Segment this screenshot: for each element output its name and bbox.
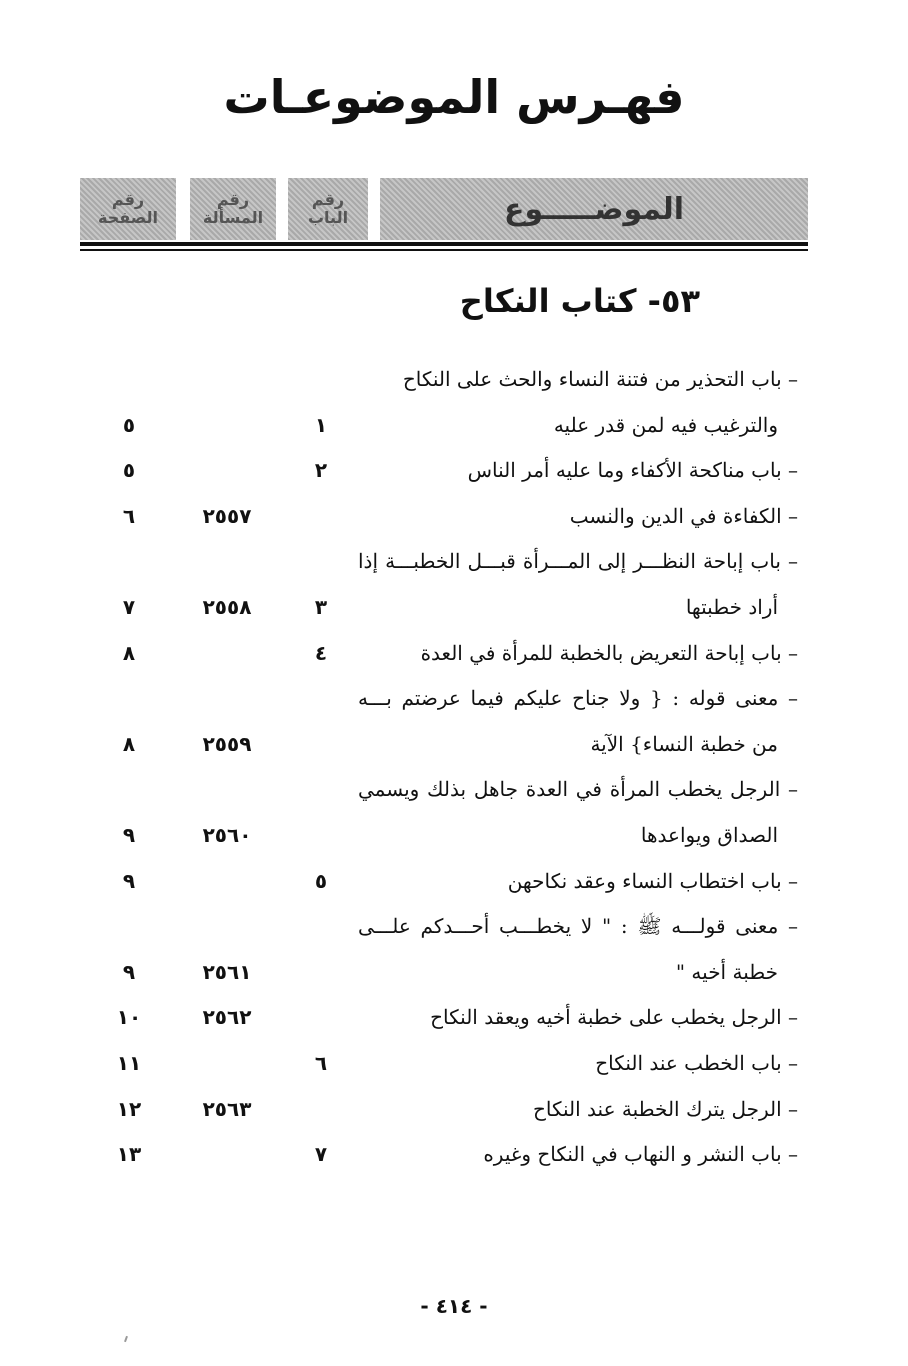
page-ref: ١٢ <box>116 1097 142 1121</box>
table-row <box>0 449 908 491</box>
masala-number: ٢٥٦٢ <box>202 1005 252 1029</box>
topic-text: – باب إباحة النظـــر إلى المـــرأة قبـــل الخطبـــة إذا <box>358 549 798 573</box>
page-ref: ١٠ <box>116 1005 142 1029</box>
topic-text: والترغيب فيه لمن قدر عليه <box>553 413 778 437</box>
topic-text: – الكفاءة في الدين والنسب <box>569 504 798 528</box>
page-ref: ٨ <box>122 641 136 665</box>
table-row <box>0 951 908 993</box>
page-title: فهـرس الموضوعـات <box>223 70 685 124</box>
table-row <box>0 768 908 810</box>
table-row <box>0 996 908 1038</box>
topic-text: – معنى قوله : { ولا جناح عليكم فيما عرضتم بـــه <box>358 686 798 710</box>
topic-text: الصداق ويواعدها <box>640 823 778 847</box>
header-rule <box>80 242 808 246</box>
table-row <box>0 632 908 674</box>
topic-text: خطبة أخيه " <box>675 960 778 984</box>
topic-text: – باب التحذير من فتنة النساء والحث على النكاح <box>402 367 798 391</box>
table-row <box>0 905 908 947</box>
table-row <box>0 723 908 765</box>
masala-number: ٢٥٦٠ <box>202 823 252 847</box>
table-row <box>0 495 908 537</box>
header-page-label-1: رقم <box>111 190 145 209</box>
page-ref: ٩ <box>122 823 136 847</box>
section-title: ٥٣- كتاب النكاح <box>459 282 700 320</box>
page-ref: ٩ <box>122 960 136 984</box>
masala-number: ٢٥٥٨ <box>202 595 252 619</box>
scan-speck <box>124 1336 128 1342</box>
header-page-label-2: الصفحة <box>98 208 159 227</box>
page-ref: ٨ <box>122 732 136 756</box>
page-ref: ٧ <box>122 595 136 619</box>
topic-text: – الرجل يخطب المرأة في العدة جاهل بذلك ويسمي <box>358 777 798 801</box>
page-ref: ٦ <box>122 504 136 528</box>
topic-text: – باب اختطاب النساء وعقد نكاحهن <box>507 869 798 893</box>
page-ref: ١١ <box>116 1051 142 1075</box>
page-ref: ٥ <box>122 413 136 437</box>
table-header <box>80 178 808 244</box>
header-masala-label-2: المسألة <box>202 208 264 227</box>
topic-text: من خطبة النساء} الآية <box>590 732 778 756</box>
header-topic: الموضـــــوع <box>380 178 808 240</box>
table-row <box>0 358 908 400</box>
table-row <box>0 540 908 582</box>
topic-text: أراد خطبتها <box>685 595 778 619</box>
topic-text: – الرجل يخطب على خطبة أخيه ويعقد النكاح <box>430 1005 798 1029</box>
bab-number: ١ <box>314 413 328 437</box>
table-row <box>0 586 908 628</box>
bab-number: ٧ <box>314 1142 328 1166</box>
masala-number: ٢٥٦١ <box>202 960 252 984</box>
table-row <box>0 1088 908 1130</box>
table-row <box>0 404 908 446</box>
bab-number: ٤ <box>314 641 328 665</box>
masala-number: ٢٥٥٧ <box>202 504 252 528</box>
header-masala-number <box>190 178 276 240</box>
bab-number: ٢ <box>314 458 328 482</box>
header-masala-label-1: رقم <box>216 190 250 209</box>
header-bab-label-2: الباب <box>307 208 349 227</box>
page-ref: ١٣ <box>116 1142 142 1166</box>
topic-text: – باب إباحة التعريض بالخطبة للمرأة في العدة <box>420 641 798 665</box>
bab-number: ٣ <box>314 595 328 619</box>
table-row <box>0 860 908 902</box>
page-number: - ٤١٤ - <box>420 1294 488 1318</box>
topic-text: – باب النشر و النهاب في النكاح وغيره <box>483 1142 798 1166</box>
header-bab-number <box>288 178 368 240</box>
bab-number: ٦ <box>314 1051 328 1075</box>
bab-number: ٥ <box>314 869 328 893</box>
table-row <box>0 814 908 856</box>
topic-text: – باب مناكحة الأكفاء وما عليه أمر الناس <box>467 458 798 482</box>
topic-text: – باب الخطب عند النكاح <box>595 1051 798 1075</box>
page-ref: ٩ <box>122 869 136 893</box>
header-page-number <box>80 178 176 240</box>
topic-text: – الرجل يترك الخطبة عند النكاح <box>532 1097 798 1121</box>
page-ref: ٥ <box>122 458 136 482</box>
masala-number: ٢٥٦٣ <box>202 1097 252 1121</box>
masala-number: ٢٥٥٩ <box>202 732 252 756</box>
header-bab-label-1: رقم <box>311 190 345 209</box>
table-row <box>0 677 908 719</box>
topic-text: – معنى قولـــه ﷺ : " لا يخطـــب أحـــدكم علـــى <box>358 914 798 938</box>
header-rule-thin <box>80 249 808 251</box>
table-row <box>0 1042 908 1084</box>
table-row <box>0 1133 908 1175</box>
